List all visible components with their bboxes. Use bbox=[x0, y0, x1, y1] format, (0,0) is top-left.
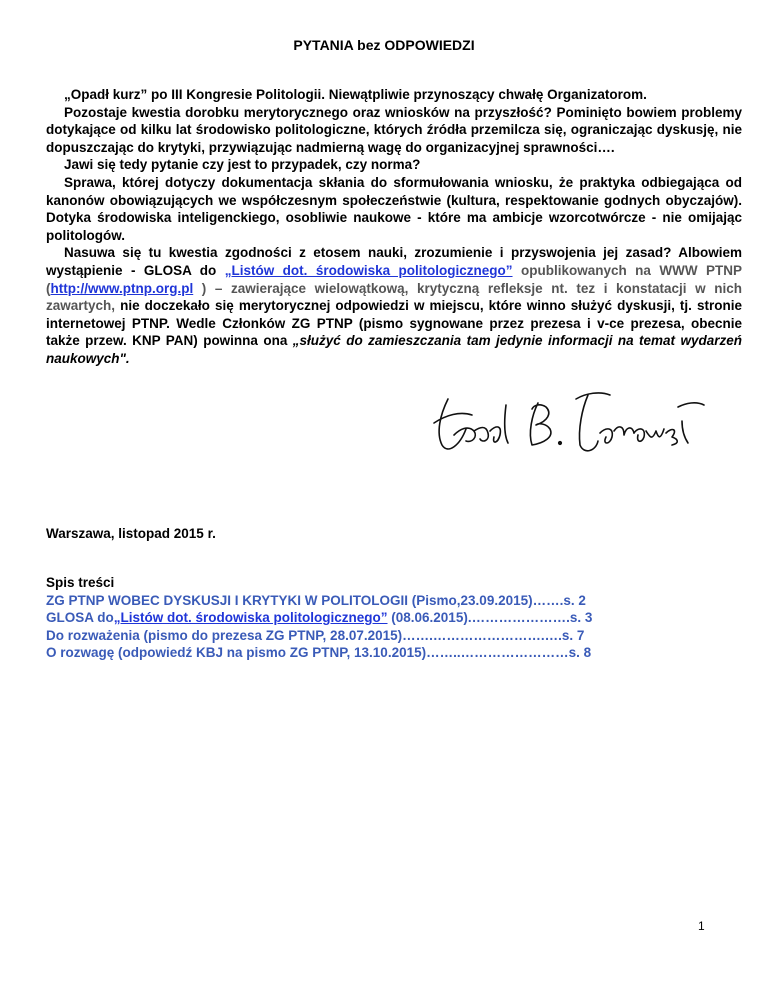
main-text bbox=[46, 86, 742, 368]
page-title: PYTANIA bez ODPOWIEDZI bbox=[293, 37, 475, 53]
listow-link[interactable]: „Listów dot. środowiska politologicznego” bbox=[224, 262, 513, 278]
page-number: 1 bbox=[698, 919, 705, 933]
paragraph-5-text-b: opublikowanych na WWW PTNP ( bbox=[46, 262, 742, 296]
paragraph-5 bbox=[46, 244, 742, 367]
paragraph-3: Jawi się tedy pytanie czy jest to przypadek, czy norma? bbox=[64, 157, 421, 173]
toc-item-2-prefix: GLOSA do bbox=[46, 610, 114, 626]
handwritten-signature bbox=[420, 385, 710, 515]
place-date: Warszawa, listopad 2015 r. bbox=[46, 526, 216, 541]
paragraph-5-text-c: ) – zawierające wielowątkową, krytyczną refleksje nt. tez i konstatacji w nich zawartych, bbox=[46, 280, 742, 314]
paragraph-5-text-d: nie doczekało się merytorycznej odpowiedzi w miejscu, które winno służyć dyskusji, tj. stronie internetowej PTNP. Wedle Członków ZG PTNP (pismo sygnowane przez prezesa i v-ce prezesa, obecnie także przew. KNP PAN) powinna ona bbox=[46, 298, 742, 349]
ptnp-url-link[interactable]: http://www.ptnp.org.pl bbox=[50, 280, 194, 296]
paragraph-4: Sprawa, której dotyczy dokumentacja skłania do sformułowania wniosku, że praktyka odbiegająca od kanonów obowiązujących we współczesnym społeczeństwie (kultura, respektowanie godnych obyczajów). Dotyka środowiska inteligenckiego, osobliwie naukowe - które ma ambicje wzorcotwórcze - nie omijając politologów. bbox=[46, 174, 742, 243]
toc-title: Spis treści bbox=[46, 575, 115, 590]
toc-item-1[interactable]: ZG PTNP WOBEC DYSKUSJI I KRYTYKI W POLITOLOGII (Pismo,23.09.2015)…….s. 2 bbox=[46, 592, 586, 608]
toc-item-4[interactable]: O rozwagę (odpowiedź KBJ na pismo ZG PTNP, 13.10.2015)……..……………………s. 8 bbox=[46, 645, 592, 661]
toc-item-2-link[interactable]: „Listów dot. środowiska politologicznego” bbox=[113, 610, 388, 626]
toc-item-2[interactable] bbox=[46, 609, 742, 627]
toc-item-3[interactable]: Do rozważenia (pismo do prezesa ZG PTNP, 28.07.2015)…….…………………….….s. 7 bbox=[46, 627, 585, 643]
paragraph-5-quote: „służyć do zamieszczania tam jedynie informacji na temat wydarzeń naukowych". bbox=[46, 333, 742, 366]
table-of-contents bbox=[46, 574, 742, 662]
paragraph-2: Pozostaje kwestia dorobku merytorycznego oraz wniosków na przyszłość? Pominięto bowiem problemy dotykające od kilku lat środowisko politologiczne, których źródła przemilcza się, ograniczając dyskusję, nie dopuszczając do krytyki, przywiązując nadmierną wagę do organizacyjnej sprawności…. bbox=[46, 104, 742, 155]
paragraph-1: „Opadł kurz” po III Kongresie Politologii. Niewątpliwie przynoszący chwałę Organizatorom. bbox=[64, 87, 647, 102]
toc-item-2-suffix: (08.06.2015).………………….s. 3 bbox=[387, 610, 593, 626]
paragraph-5-text-a: Nasuwa się tu kwestia zgodności z etosem nauki, zrozumienie i przyswojenia jej zasad? Albowiem wystąpienie - GLOSA do bbox=[46, 245, 742, 278]
